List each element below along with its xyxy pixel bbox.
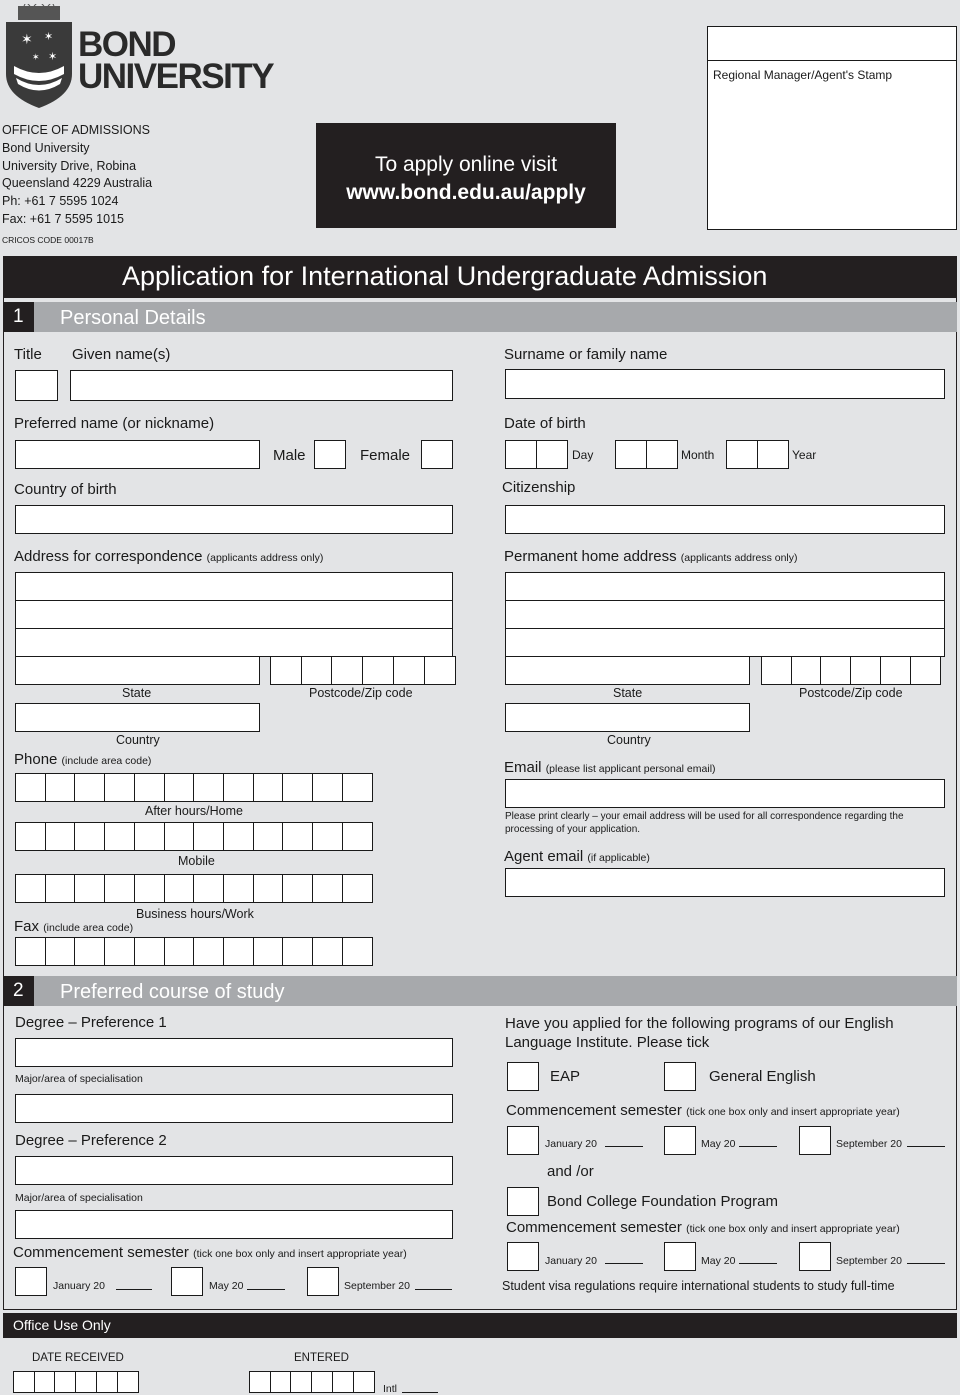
office-address [2, 122, 152, 229]
stamp-area[interactable] [707, 60, 957, 230]
fax-text: Fax [14, 918, 40, 935]
permanent-address-label [504, 548, 798, 565]
apply-online-box [316, 123, 616, 228]
degree-sep-label: September 20 [344, 1280, 410, 1292]
citizenship-input[interactable] [505, 505, 945, 534]
and-or-label: and /or [547, 1163, 594, 1180]
phone-note: (include area code) [61, 755, 152, 767]
permanent-state-label: State [613, 686, 643, 700]
eli-may-label: May 20 [701, 1138, 736, 1150]
digit-cell[interactable] [342, 937, 373, 966]
date-received-label: DATE RECEIVED [32, 1352, 124, 1364]
logo-line-2: UNIVERSITY [78, 57, 274, 96]
cricos-code: CRICOS CODE 00017B [2, 235, 94, 245]
digit-cell[interactable] [134, 773, 165, 802]
major-1-label: Major/area of specialisation [15, 1073, 143, 1085]
preferred-name-label: Preferred name (or nickname) [14, 415, 215, 432]
permanent-address-text: Permanent home address [504, 548, 677, 565]
agent-email-label [504, 848, 650, 865]
digit-cell[interactable] [193, 822, 224, 851]
mobile-label: Mobile [178, 854, 215, 868]
degree-2-input[interactable] [15, 1156, 453, 1185]
digit-cell[interactable] [15, 822, 46, 851]
foundation-sep-checkbox[interactable] [799, 1242, 831, 1271]
digit-cell[interactable] [45, 937, 76, 966]
email-notice: Please print clearly – your email address will be used for all correspondence regarding the processing of your application. [505, 811, 904, 835]
digit-cell[interactable] [96, 1371, 118, 1393]
digit-cell[interactable] [791, 656, 822, 685]
female-checkbox[interactable] [421, 440, 453, 469]
digit-cell[interactable] [505, 440, 537, 469]
eli-jan-label: January 20 [545, 1138, 597, 1150]
office-line: Bond University [2, 140, 90, 155]
digit-cell[interactable] [253, 773, 284, 802]
eli-jan-year-line[interactable] [605, 1146, 643, 1147]
phone-label [14, 751, 151, 768]
phone-mobile-cells[interactable] [15, 822, 373, 851]
foundation-may-checkbox[interactable] [664, 1242, 696, 1271]
digit-cell[interactable] [75, 1371, 97, 1393]
section-2-number: 2 [3, 976, 34, 1006]
major-1-input[interactable] [15, 1094, 453, 1123]
digit-cell[interactable] [536, 440, 568, 469]
commencement-label [13, 1244, 407, 1261]
digit-cell[interactable] [164, 874, 195, 903]
degree-jan-year-line[interactable] [116, 1289, 152, 1290]
correspondence-state-label: State [122, 686, 152, 700]
day-label: Day [572, 448, 594, 462]
digit-cell[interactable] [45, 822, 76, 851]
fax-cells[interactable] [15, 937, 373, 966]
crest-icon [4, 4, 74, 108]
digit-cell[interactable] [193, 874, 224, 903]
permanent-address-line[interactable] [505, 600, 945, 629]
general-english-checkbox[interactable] [664, 1062, 696, 1091]
permanent-address-line[interactable] [505, 572, 945, 601]
correspondence-address-text: Address for correspondence [14, 548, 203, 565]
citizenship-label: Citizenship [502, 479, 576, 496]
digit-cell[interactable] [331, 656, 363, 685]
digit-cell[interactable] [74, 937, 105, 966]
title-input[interactable] [15, 370, 58, 401]
degree-jan-label: January 20 [53, 1280, 105, 1292]
dob-label: Date of birth [504, 415, 586, 432]
digit-cell[interactable] [223, 937, 254, 966]
correspondence-address-line[interactable] [15, 628, 453, 657]
apply-url[interactable]: www.bond.edu.au/apply [346, 181, 586, 204]
eli-may-year-line[interactable] [739, 1146, 777, 1147]
male-label: Male [273, 447, 306, 464]
date-received-cells[interactable] [13, 1371, 139, 1393]
digit-cell[interactable] [270, 656, 302, 685]
digit-cell[interactable] [193, 937, 224, 966]
agent-email-text: Agent email [504, 848, 584, 865]
permanent-postcode-label: Postcode/Zip code [799, 686, 903, 700]
foundation-checkbox[interactable] [507, 1187, 539, 1216]
preferred-name-input[interactable] [15, 440, 260, 469]
digit-cell[interactable] [117, 1371, 139, 1393]
digit-cell[interactable] [13, 1371, 35, 1393]
digit-cell[interactable] [282, 874, 313, 903]
title-label: Title [14, 346, 42, 363]
eli-sep-label: September 20 [836, 1138, 902, 1150]
degree-may-year-line[interactable] [247, 1289, 285, 1290]
correspondence-postcode-label: Postcode/Zip code [309, 686, 413, 700]
country-of-birth-input[interactable] [15, 505, 453, 534]
digit-cell[interactable] [164, 822, 195, 851]
degree-may-checkbox[interactable] [171, 1267, 203, 1296]
digit-cell[interactable] [223, 773, 254, 802]
digit-cell[interactable] [253, 937, 284, 966]
foundation-jan-year-line[interactable] [605, 1263, 643, 1264]
section-2-title: Preferred course of study [60, 981, 285, 1003]
digit-cell[interactable] [342, 822, 373, 851]
intl-label: Intl [383, 1383, 398, 1395]
digit-cell[interactable] [74, 822, 105, 851]
entered-label: ENTERED [294, 1352, 349, 1364]
eli-sep-checkbox[interactable] [799, 1126, 831, 1155]
degree-1-input[interactable] [15, 1038, 453, 1067]
digit-cell[interactable] [362, 656, 394, 685]
major-2-label: Major/area of specialisation [15, 1192, 143, 1204]
business-hours-label: Business hours/Work [136, 907, 254, 921]
permanent-address-line[interactable] [505, 628, 945, 657]
correspondence-country-label: Country [116, 733, 160, 747]
digit-cell[interactable] [134, 937, 165, 966]
eli-commencement-note: (tick one box only and insert appropriate year) [686, 1106, 900, 1118]
digit-cell[interactable] [104, 822, 135, 851]
dob-year-cells[interactable] [726, 440, 789, 469]
general-english-label: General English [709, 1068, 816, 1085]
section-1-title: Personal Details [60, 307, 206, 329]
eli-sep-year-line[interactable] [907, 1146, 945, 1147]
correspondence-postcode-cells[interactable] [270, 656, 456, 685]
digit-cell[interactable] [15, 773, 46, 802]
surname-input[interactable] [505, 369, 945, 399]
degree-sep-checkbox[interactable] [307, 1267, 339, 1296]
commencement-note: (tick one box only and insert appropriate year) [193, 1248, 407, 1260]
foundation-sep-label: September 20 [836, 1255, 902, 1267]
foundation-may-year-line[interactable] [739, 1263, 777, 1264]
email-note: (please list applicant personal email) [545, 763, 716, 775]
foundation-commencement-text: Commencement semester [506, 1219, 682, 1236]
correspondence-address-label [14, 548, 323, 565]
digit-cell[interactable] [332, 1371, 354, 1393]
agent-email-note: (if applicable) [587, 852, 650, 864]
visa-note: Student visa regulations require international students to study full-time [502, 1279, 895, 1293]
foundation-may-label: May 20 [701, 1255, 736, 1267]
office-line: Ph: +61 7 5595 1024 [2, 194, 119, 209]
office-line: OFFICE OF ADMISSIONS [2, 123, 150, 137]
eli-may-checkbox[interactable] [664, 1126, 696, 1155]
permanent-state-input[interactable] [505, 656, 750, 685]
digit-cell[interactable] [54, 1371, 76, 1393]
digit-cell[interactable] [134, 874, 165, 903]
office-line: Fax: +61 7 5595 1015 [2, 211, 124, 226]
after-hours-label: After hours/Home [145, 804, 243, 818]
form-title: Application for International Undergraduate Admission [122, 261, 768, 291]
digit-cell[interactable] [193, 773, 224, 802]
correspondence-country-input[interactable] [15, 703, 260, 732]
foundation-commencement-label [506, 1219, 900, 1236]
digit-cell[interactable] [282, 822, 313, 851]
digit-cell[interactable] [880, 656, 911, 685]
permanent-country-input[interactable] [505, 703, 750, 732]
digit-cell[interactable] [757, 440, 789, 469]
digit-cell[interactable] [223, 874, 254, 903]
digit-cell[interactable] [646, 440, 678, 469]
stamp-top-field[interactable] [707, 26, 957, 61]
foundation-label: Bond College Foundation Program [547, 1193, 778, 1210]
apply-line-1: To apply online visit [374, 153, 558, 176]
digit-cell[interactable] [393, 656, 425, 685]
eli-commencement-label [506, 1102, 900, 1119]
svg-text:✶: ✶ [21, 32, 33, 48]
correspondence-address-line[interactable] [15, 572, 453, 601]
agent-email-input[interactable] [505, 868, 945, 897]
country-of-birth-label: Country of birth [14, 481, 117, 498]
digit-cell[interactable] [270, 1371, 292, 1393]
correspondence-address-note: (applicants address only) [206, 552, 324, 564]
svg-text:✶: ✶ [44, 30, 54, 43]
office-use-bar [3, 1313, 957, 1338]
digit-cell[interactable] [15, 874, 46, 903]
digit-cell[interactable] [34, 1371, 56, 1393]
degree-1-label: Degree – Preference 1 [15, 1014, 167, 1031]
permanent-address-note: (applicants address only) [680, 552, 798, 564]
digit-cell[interactable] [342, 874, 373, 903]
digit-cell[interactable] [134, 822, 165, 851]
foundation-jan-label: January 20 [545, 1255, 597, 1267]
office-line: University Drive, Robina [2, 158, 137, 173]
phone-text: Phone [14, 751, 58, 768]
digit-cell[interactable] [726, 440, 758, 469]
digit-cell[interactable] [164, 773, 195, 802]
foundation-commencement-note: (tick one box only and insert appropriate year) [686, 1223, 900, 1235]
digit-cell[interactable] [249, 1371, 271, 1393]
digit-cell[interactable] [253, 822, 284, 851]
stamp-label: Regional Manager/Agent's Stamp [713, 68, 893, 82]
given-names-input[interactable] [70, 370, 453, 401]
digit-cell[interactable] [312, 937, 343, 966]
form-title-bar [3, 256, 957, 298]
permanent-postcode-cells[interactable] [761, 656, 941, 685]
year-label: Year [792, 448, 817, 462]
eli-jan-checkbox[interactable] [507, 1126, 539, 1155]
eli-question: Have you applied for the following programs of our English Language Institute. Please tick [505, 1015, 894, 1051]
svg-text:✶: ✶ [32, 53, 40, 63]
intl-line[interactable] [402, 1392, 438, 1393]
office-line: Queensland 4229 Australia [2, 176, 153, 191]
degree-may-label: May 20 [209, 1280, 244, 1292]
digit-cell[interactable] [312, 822, 343, 851]
male-checkbox[interactable] [314, 440, 346, 469]
email-input[interactable] [505, 779, 945, 808]
foundation-sep-year-line[interactable] [907, 1263, 945, 1264]
digit-cell[interactable] [850, 656, 881, 685]
digit-cell[interactable] [282, 937, 313, 966]
digit-cell[interactable] [45, 874, 76, 903]
dob-month-cells[interactable] [615, 440, 678, 469]
digit-cell[interactable] [820, 656, 851, 685]
digit-cell[interactable] [290, 1371, 312, 1393]
surname-label: Surname or family name [504, 346, 668, 363]
digit-cell[interactable] [15, 937, 46, 966]
fax-label [14, 918, 133, 935]
email-label [504, 759, 716, 776]
given-names-label: Given name(s) [72, 346, 171, 363]
digit-cell[interactable] [104, 773, 135, 802]
digit-cell[interactable] [312, 773, 343, 802]
digit-cell[interactable] [104, 874, 135, 903]
digit-cell[interactable] [353, 1371, 375, 1393]
digit-cell[interactable] [45, 773, 76, 802]
female-label: Female [360, 447, 411, 464]
digit-cell[interactable] [253, 874, 284, 903]
eap-checkbox[interactable] [507, 1062, 539, 1091]
digit-cell[interactable] [301, 656, 333, 685]
digit-cell[interactable] [910, 656, 941, 685]
degree-2-label: Degree – Preference 2 [15, 1132, 167, 1149]
digit-cell[interactable] [74, 874, 105, 903]
section-1-number: 1 [3, 302, 34, 332]
digit-cell[interactable] [282, 773, 313, 802]
digit-cell[interactable] [74, 773, 105, 802]
digit-cell[interactable] [311, 1371, 333, 1393]
digit-cell[interactable] [342, 773, 373, 802]
fax-note: (include area code) [43, 922, 134, 934]
digit-cell[interactable] [312, 874, 343, 903]
digit-cell[interactable] [615, 440, 647, 469]
phone-business-cells[interactable] [15, 874, 373, 903]
foundation-jan-checkbox[interactable] [507, 1242, 539, 1271]
digit-cell[interactable] [761, 656, 792, 685]
commencement-text: Commencement semester [13, 1244, 189, 1261]
digit-cell[interactable] [223, 822, 254, 851]
major-2-input[interactable] [15, 1210, 453, 1239]
degree-sep-year-line[interactable] [415, 1289, 452, 1290]
phone-after-hours-cells[interactable] [15, 773, 373, 802]
correspondence-address-line[interactable] [15, 600, 453, 629]
digit-cell[interactable] [164, 937, 195, 966]
office-use-title: Office Use Only [13, 1317, 111, 1333]
entered-cells[interactable] [249, 1371, 375, 1393]
eap-label: EAP [550, 1068, 581, 1085]
month-label: Month [681, 448, 715, 462]
degree-jan-checkbox[interactable] [15, 1267, 47, 1296]
logo-line-1: BOND [78, 25, 176, 64]
svg-text:✶: ✶ [48, 50, 58, 63]
correspondence-state-input[interactable] [15, 656, 260, 685]
university-logo [4, 4, 274, 108]
email-text: Email [504, 759, 542, 776]
permanent-country-label: Country [607, 733, 651, 747]
dob-day-cells[interactable] [505, 440, 568, 469]
digit-cell[interactable] [424, 656, 456, 685]
digit-cell[interactable] [104, 937, 135, 966]
eli-commencement-text: Commencement semester [506, 1102, 682, 1119]
